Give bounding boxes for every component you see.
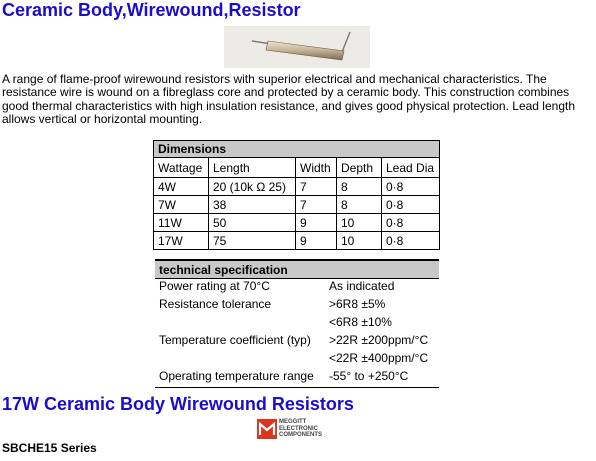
table-cell: 38 [209, 196, 296, 214]
section-title: 17W Ceramic Body Wirewound Resistors [2, 394, 354, 414]
logo-text-line: MEGGITT [279, 419, 307, 426]
column-header: Lead Dia [382, 158, 440, 178]
spec-label [155, 315, 325, 333]
dimensions-table-title: Dimensions [154, 141, 440, 158]
table-cell: 10 [337, 232, 382, 250]
column-header: Width [296, 158, 337, 178]
table-row [155, 315, 439, 333]
table-cell: 0·8 [382, 178, 440, 196]
logo-text-line: COMPONENTS [279, 432, 323, 439]
table-cell: 50 [209, 214, 296, 232]
spec-label [155, 351, 325, 369]
table-cell: 4W [154, 178, 209, 196]
table-row [154, 214, 440, 232]
table-cell: 7 [296, 196, 337, 214]
spec-value: <22R ±400ppm/°C [329, 351, 429, 365]
column-header: Length [209, 158, 296, 178]
page-title: Ceramic Body,Wirewound,Resistor [2, 0, 301, 20]
table-cell: 9 [296, 214, 337, 232]
logo-text [279, 419, 322, 439]
spec-value: >22R ±200ppm/°C [329, 333, 429, 347]
spec-value: As indicated [329, 279, 395, 293]
description-line: good thermal characteristics with high insulation resistance, and gives good physical protection. Lead length [2, 98, 575, 113]
spec-label: Resistance tolerance [159, 297, 272, 311]
spec-label: Operating temperature range [155, 369, 325, 388]
resistor-product-image [224, 26, 370, 68]
description-line: resistance wire is wound on a fibreglass core and protected by a ceramic body. This construction combines [2, 85, 570, 100]
spec-value: <6R8 ±10% [329, 315, 392, 329]
table-cell: 10 [337, 214, 382, 232]
description-line: allows vertical or horizontal mounting. [2, 111, 203, 126]
table-cell: 17W [154, 232, 209, 250]
meggitt-logo [257, 418, 335, 440]
spec-value: -55° to +250°C [325, 369, 439, 388]
table-row [155, 333, 439, 351]
table-row [155, 369, 439, 388]
table-cell: 0·8 [382, 214, 440, 232]
description-line: A range of flame-proof wirewound resistors with superior electrical and mechanical characteristics. The [2, 72, 547, 86]
spec-label: Temperature coefficient (typ) [159, 333, 311, 347]
table-row [154, 232, 440, 250]
table-row [154, 178, 440, 196]
table-cell: 11W [154, 214, 209, 232]
technical-specification-table [155, 259, 439, 388]
spec-table-title: technical specification [155, 260, 439, 279]
table-cell: 9 [296, 232, 337, 250]
logo-text-line: ELECTRONIC [279, 425, 318, 432]
table-row [155, 297, 439, 315]
table-cell: 0·8 [382, 196, 440, 214]
column-header: Depth [337, 158, 382, 178]
spec-label: Power rating at 70°C [159, 279, 270, 293]
table-cell: 8 [337, 178, 382, 196]
product-description [2, 73, 596, 126]
table-row [155, 351, 439, 369]
series-label: SBCHE15 Series [2, 441, 97, 455]
table-cell: 8 [337, 196, 382, 214]
dimensions-table [153, 140, 440, 250]
column-header: Wattage [154, 158, 209, 178]
table-cell: 75 [209, 232, 296, 250]
table-cell: 0·8 [382, 232, 440, 250]
spec-value: >6R8 ±5% [329, 297, 386, 311]
dimensions-header-row [154, 158, 440, 178]
table-row [155, 279, 439, 298]
table-cell: 7 [296, 178, 337, 196]
table-cell: 20 (10k Ω 25) [209, 178, 296, 196]
table-cell: 7W [154, 196, 209, 214]
logo-mark-icon [257, 419, 277, 439]
table-row [154, 196, 440, 214]
